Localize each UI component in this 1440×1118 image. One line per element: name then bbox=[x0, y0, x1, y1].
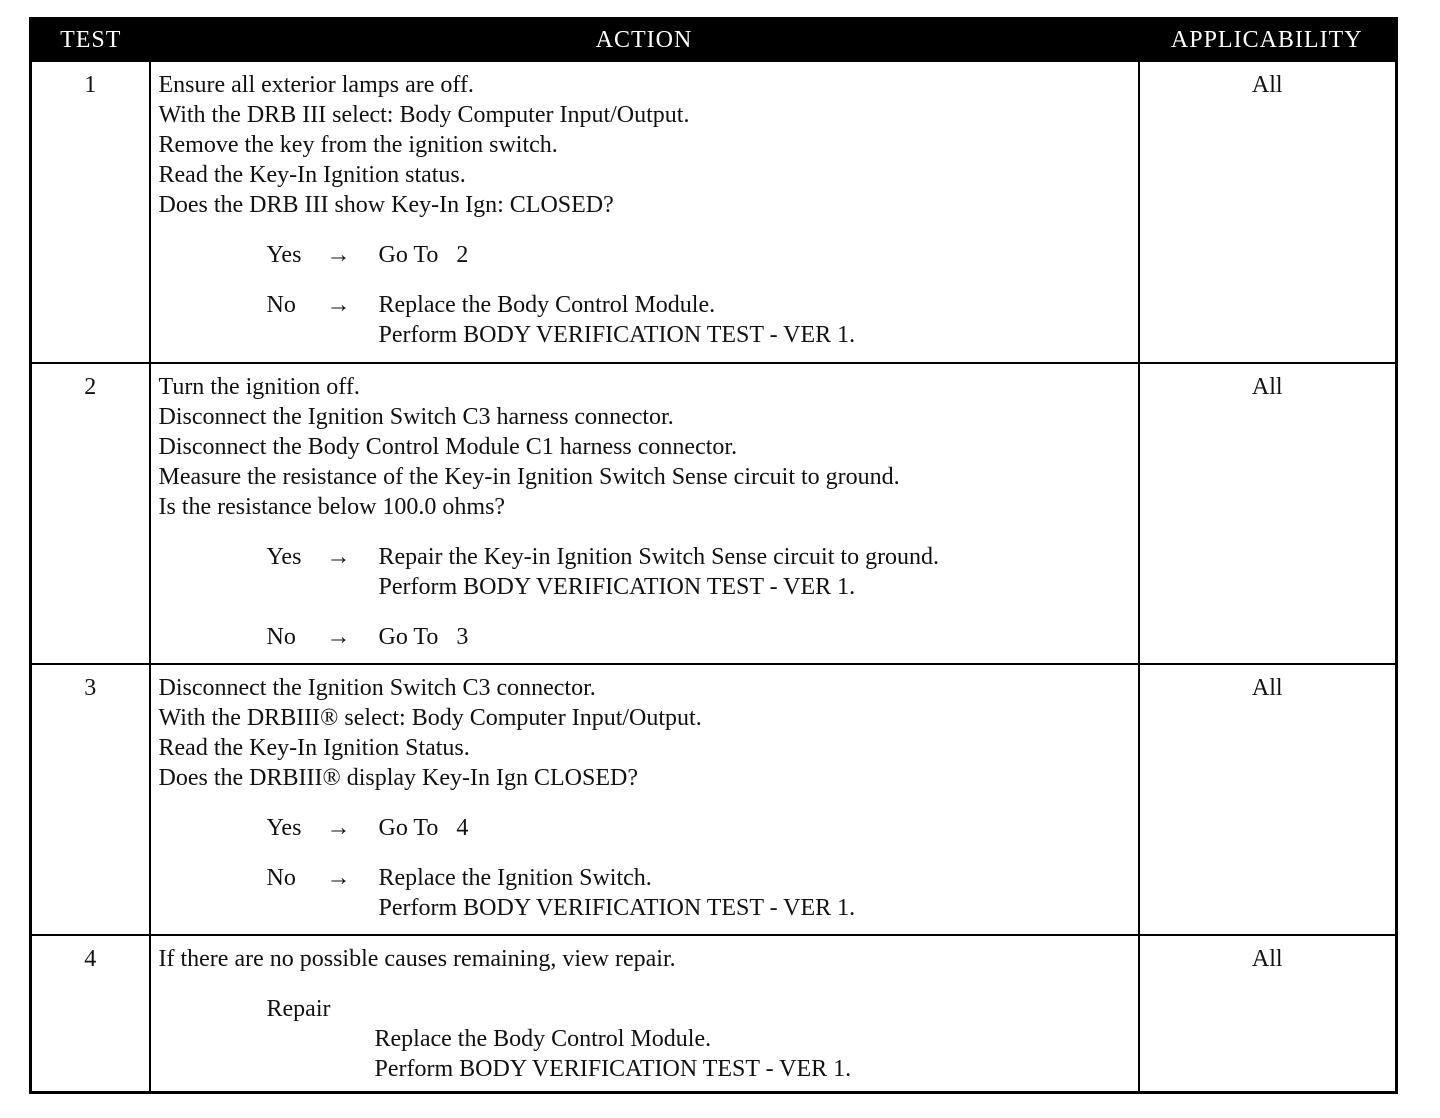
outcome-line: Repair the Key-in Ignition Switch Sense circuit to ground. bbox=[378, 544, 940, 570]
step-line: Remove the key from the ignition switch. bbox=[158, 132, 558, 158]
arrow-icon: → bbox=[326, 242, 351, 268]
test-number: 3 bbox=[31, 664, 150, 935]
arrow-icon: → bbox=[326, 624, 351, 650]
test-number: 1 bbox=[31, 61, 150, 363]
no-label: No bbox=[266, 865, 296, 891]
action-cell bbox=[150, 363, 1139, 664]
yes-outcome bbox=[267, 240, 1138, 270]
step-line: Turn the ignition off. bbox=[158, 374, 360, 400]
yes-label: Yes bbox=[266, 242, 302, 268]
header-action: ACTION bbox=[150, 19, 1139, 62]
outcome-line: Perform BODY VERIFICATION TEST - VER 1. bbox=[378, 574, 856, 600]
outcome-line: Perform BODY VERIFICATION TEST - VER 1. bbox=[378, 895, 856, 921]
no-label: No bbox=[266, 624, 296, 650]
header-applicability: APPLICABILITY bbox=[1139, 19, 1397, 62]
yes-outcome bbox=[267, 542, 1138, 602]
diagnostic-table bbox=[29, 17, 1398, 1094]
action-cell bbox=[150, 935, 1139, 1093]
step-line: Measure the resistance of the Key-in Ignition Switch Sense circuit to ground. bbox=[158, 464, 900, 490]
applicability-cell: All bbox=[1139, 61, 1397, 363]
outcome-line: Go To 3 bbox=[378, 624, 469, 650]
test-number: 4 bbox=[31, 935, 150, 1093]
arrow-icon: → bbox=[326, 292, 351, 318]
step-line: Read the Key-In Ignition Status. bbox=[158, 735, 470, 761]
step-line: With the DRBIII® select: Body Computer Input/Output. bbox=[158, 705, 702, 731]
no-outcome bbox=[267, 863, 1138, 923]
header-row bbox=[31, 19, 1397, 62]
repair-label: Repair bbox=[266, 996, 331, 1022]
outcome-line: Go To 2 bbox=[378, 242, 469, 268]
applicability-cell: All bbox=[1139, 363, 1397, 664]
applicability-cell: All bbox=[1139, 935, 1397, 1093]
step-line: If there are no possible causes remaining, view repair. bbox=[158, 946, 676, 972]
arrow-icon: → bbox=[326, 865, 351, 891]
table-row bbox=[31, 935, 1397, 1093]
outcome-line: Replace the Ignition Switch. bbox=[378, 865, 652, 891]
outcome-line: Perform BODY VERIFICATION TEST - VER 1. bbox=[378, 322, 856, 348]
no-outcome bbox=[267, 622, 1138, 652]
step-line: Disconnect the Ignition Switch C3 connector. bbox=[158, 675, 596, 701]
applicability-cell: All bbox=[1139, 664, 1397, 935]
table-row bbox=[31, 363, 1397, 664]
table-row bbox=[31, 664, 1397, 935]
action-cell bbox=[150, 61, 1139, 363]
step-line: Does the DRBIII® display Key-In Ign CLOSED? bbox=[158, 765, 638, 791]
step-line: Disconnect the Body Control Module C1 harness connector. bbox=[158, 434, 738, 460]
action-cell bbox=[150, 664, 1139, 935]
test-number: 2 bbox=[31, 363, 150, 664]
outcome-line: Go To 4 bbox=[378, 815, 469, 841]
yes-label: Yes bbox=[266, 544, 302, 570]
step-line: Read the Key-In Ignition status. bbox=[158, 162, 466, 188]
arrow-icon: → bbox=[326, 544, 351, 570]
repair-line: Perform BODY VERIFICATION TEST - VER 1. bbox=[374, 1056, 852, 1082]
table-row bbox=[31, 61, 1397, 363]
step-line: With the DRB III select: Body Computer Input/Output. bbox=[158, 102, 690, 128]
no-label: No bbox=[266, 292, 296, 318]
step-line: Ensure all exterior lamps are off. bbox=[158, 72, 474, 98]
outcome-line: Replace the Body Control Module. bbox=[378, 292, 716, 318]
header-test: TEST bbox=[31, 19, 150, 62]
yes-label: Yes bbox=[266, 815, 302, 841]
repair-line: Replace the Body Control Module. bbox=[374, 1026, 712, 1052]
step-line: Is the resistance below 100.0 ohms? bbox=[158, 494, 506, 520]
yes-outcome bbox=[267, 813, 1138, 843]
arrow-icon: → bbox=[326, 815, 351, 841]
step-line: Does the DRB III show Key-In Ign: CLOSED? bbox=[158, 192, 614, 218]
repair-instructions bbox=[375, 1024, 1138, 1084]
no-outcome bbox=[267, 290, 1138, 350]
step-line: Disconnect the Ignition Switch C3 harness connector. bbox=[158, 404, 674, 430]
